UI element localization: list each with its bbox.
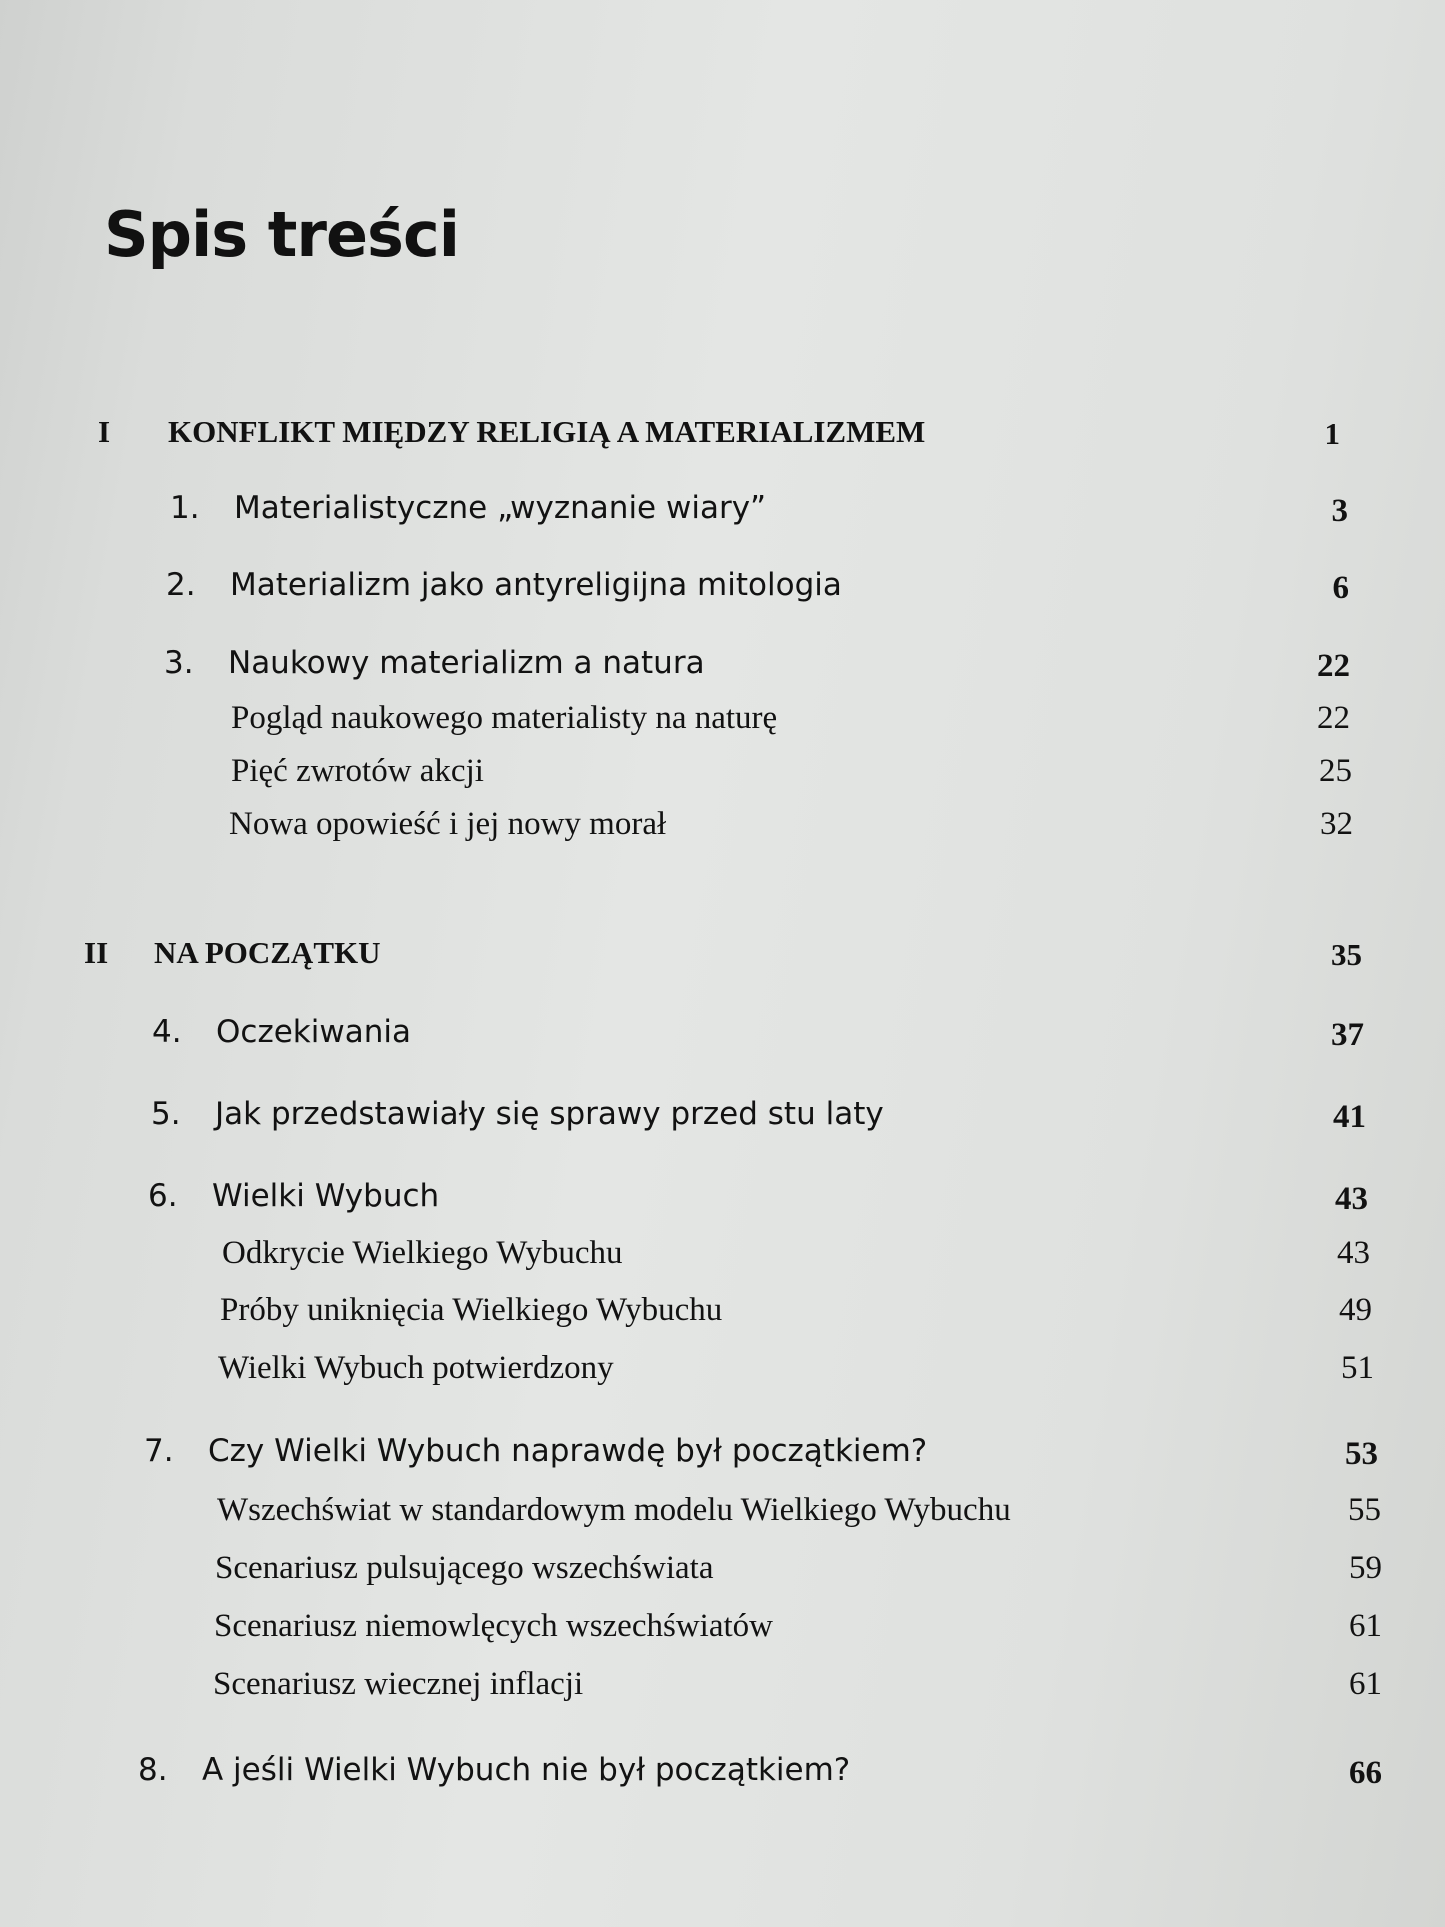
chapter-entry	[148, 1178, 439, 1214]
part-page-number: 1	[1324, 416, 1340, 451]
section-page-number: 51	[1341, 1350, 1374, 1386]
chapter-page-number: 53	[1345, 1436, 1378, 1472]
section-title: Scenariusz wiecznej inflacji	[213, 1666, 584, 1702]
chapter-title: Materializm jako antyreligijna mitologia	[230, 567, 842, 603]
part-title: NA POCZĄTKU	[154, 935, 381, 970]
chapter-entry	[144, 1433, 927, 1469]
chapter-title: Materialistyczne „wyznanie wiary”	[234, 490, 767, 526]
chapter-number: 6.	[148, 1178, 178, 1214]
part-heading	[84, 935, 381, 971]
chapter-number: 1.	[170, 490, 200, 526]
chapter-entry	[170, 490, 766, 526]
part-page-number: 35	[1331, 937, 1362, 972]
section-page-number: 32	[1320, 806, 1353, 842]
section-page-number: 59	[1349, 1550, 1382, 1586]
chapter-title: Czy Wielki Wybuch naprawdę był początkiem?	[208, 1433, 928, 1469]
chapter-entry	[152, 1014, 411, 1050]
section-title: Nowa opowieść i jej nowy morał	[229, 806, 667, 842]
section-title: Pięć zwrotów akcji	[231, 753, 484, 789]
part-number: I	[98, 414, 111, 449]
section-title: Wszechświat w standardowym modelu Wielkiego Wybuchu	[217, 1492, 1011, 1528]
chapter-entry	[151, 1096, 884, 1132]
section-title: Scenariusz niemowlęcych wszechświatów	[214, 1608, 773, 1644]
chapter-entry	[138, 1752, 850, 1788]
page-title: Spis treści	[104, 198, 459, 271]
chapter-number: 2.	[166, 567, 196, 603]
chapter-title: Naukowy materializm a natura	[228, 645, 705, 681]
section-title: Odkrycie Wielkiego Wybuchu	[222, 1235, 623, 1271]
chapter-page-number: 6	[1332, 570, 1349, 606]
section-page-number: 22	[1317, 700, 1350, 736]
chapter-page-number: 66	[1349, 1755, 1382, 1791]
chapter-entry	[164, 645, 705, 681]
chapter-title: Jak przedstawiały się sprawy przed stu laty	[215, 1096, 884, 1132]
section-page-number: 61	[1349, 1608, 1382, 1644]
section-title: Wielki Wybuch potwierdzony	[218, 1350, 614, 1386]
part-title: KONFLIKT MIĘDZY RELIGIĄ A MATERIALIZMEM	[168, 414, 926, 449]
chapter-number: 5.	[151, 1096, 181, 1132]
section-title: Próby uniknięcia Wielkiego Wybuchu	[220, 1292, 723, 1328]
chapter-number: 4.	[152, 1014, 182, 1050]
section-page-number: 49	[1339, 1292, 1372, 1328]
chapter-entry	[166, 567, 842, 603]
chapter-number: 3.	[164, 645, 194, 681]
chapter-page-number: 43	[1335, 1181, 1368, 1217]
chapter-page-number: 22	[1317, 648, 1350, 684]
section-title: Scenariusz pulsującego wszechświata	[215, 1550, 714, 1586]
chapter-title: A jeśli Wielki Wybuch nie był początkiem?	[202, 1752, 851, 1788]
section-title: Pogląd naukowego materialisty na naturę	[231, 700, 778, 736]
section-page-number: 61	[1349, 1666, 1382, 1702]
chapter-page-number: 41	[1333, 1099, 1366, 1135]
chapter-page-number: 3	[1331, 493, 1348, 529]
chapter-title: Oczekiwania	[216, 1014, 411, 1050]
chapter-page-number: 37	[1331, 1017, 1364, 1053]
chapter-number: 8.	[138, 1752, 168, 1788]
section-page-number: 43	[1337, 1235, 1370, 1271]
part-heading	[98, 414, 925, 450]
chapter-number: 7.	[144, 1433, 174, 1469]
part-number: II	[84, 935, 109, 970]
section-page-number: 55	[1348, 1492, 1381, 1528]
chapter-title: Wielki Wybuch	[212, 1178, 440, 1214]
section-page-number: 25	[1319, 753, 1352, 789]
